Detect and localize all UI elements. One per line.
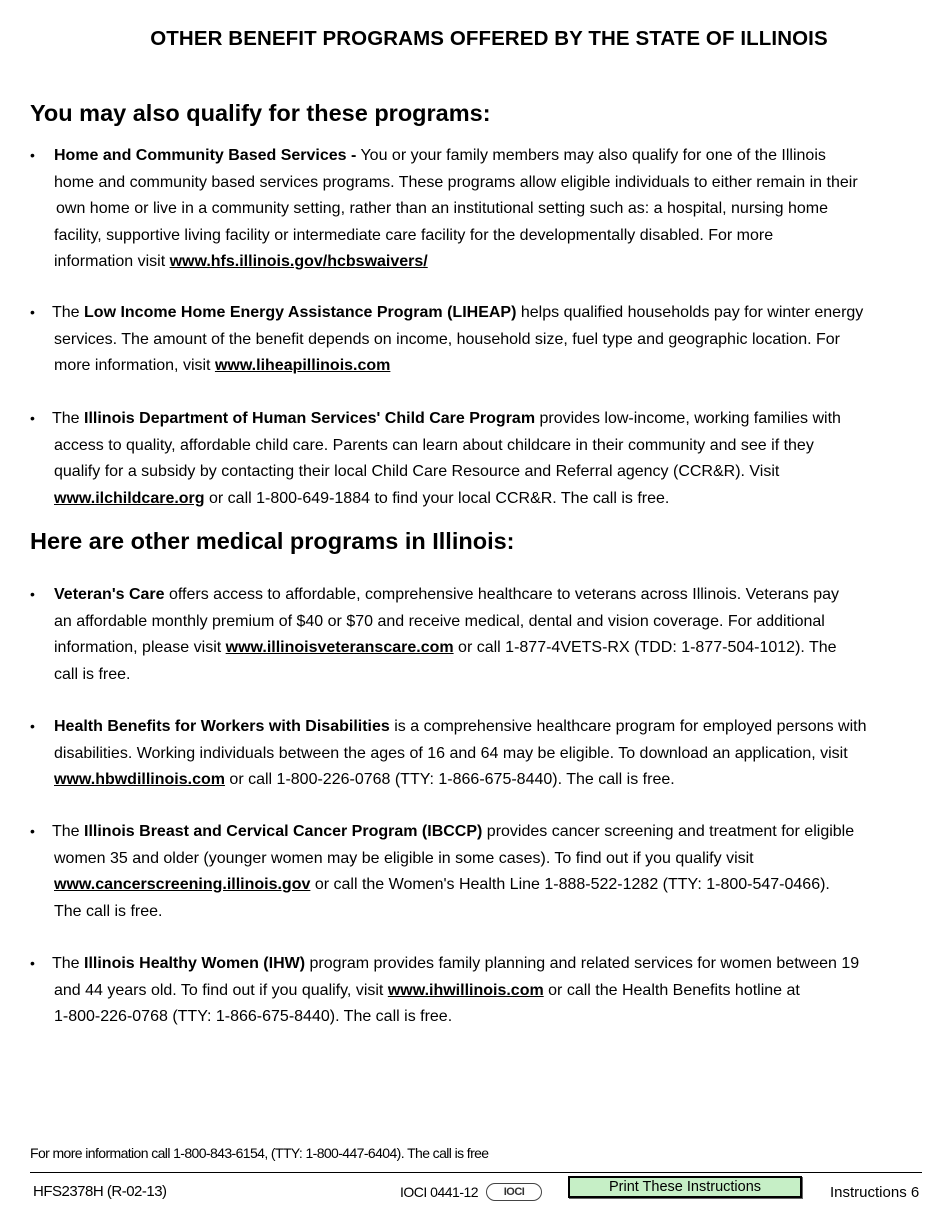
text: You or your family members may also qualify for one of the Illinois (356, 147, 826, 164)
text: program provides family planning and related services for women between 19 (305, 955, 860, 972)
text: or call 1-800-649-1884 to find your local CCR&R. The call is free. (204, 489, 670, 507)
ioci-number: IOCI 0441-12 (400, 1184, 479, 1200)
ihw-link[interactable]: www.ihwillinois.com (387, 981, 544, 999)
text: or call the Women's Health Line 1-888-522-1282 (TTY: 1-800-547-0466). (310, 876, 830, 893)
hcbs-link[interactable]: www.hfs.illinois.gov/hcbswaivers/ (169, 253, 428, 270)
text: an affordable monthly premium of $40 or $70 and receive medical, dental and vision coverage. For additional (54, 612, 825, 630)
program-name: Illinois Breast and Cervical Cancer Program (IBCCP) (84, 823, 483, 840)
text: or call 1-877-4VETS-RX (TDD: 1-877-504-1012). The (453, 639, 837, 656)
program-name: Low Income Home Energy Assistance Program (LIHEAP) (84, 304, 517, 321)
text: offers access to affordable, comprehensive healthcare to veterans across Illinois. Veterans pay (164, 586, 839, 603)
text: information visit (54, 253, 170, 270)
veterans-link[interactable]: www.illinoisveteranscare.com (225, 639, 454, 656)
footer-note: For more information call 1-800-843-6154, (TTY: 1-800-447-6404). The call is free (30, 1145, 489, 1161)
bullet: • (30, 410, 35, 426)
ibccp-link[interactable]: www.cancerscreening.illinois.gov (54, 876, 311, 893)
program-liheap (52, 300, 927, 380)
text: own home or live in a community setting, rather than an institutional setting such as: a hospital, nursing home (56, 200, 828, 217)
text: women 35 and older (younger women may be eligible in some cases). To find out if you qualify visit (54, 849, 754, 867)
page-title: OTHER BENEFIT PROGRAMS OFFERED BY THE STATE OF ILLINOIS (150, 27, 828, 50)
text: more information, visit (54, 357, 215, 374)
form-id: HFS2378H (R-02-13) (33, 1183, 167, 1200)
text: The (52, 823, 85, 840)
program-ibccp (52, 819, 927, 925)
program-veterans (54, 582, 929, 688)
text: services. The amount of the benefit depends on income, household size, fuel type and geographic location. For (54, 330, 840, 348)
bullet: • (30, 147, 35, 163)
program-name: Illinois Department of Human Services' Child Care Program (84, 410, 536, 427)
page-number: Instructions 6 (830, 1184, 920, 1201)
text: access to quality, affordable child care. Parents can learn about childcare in their community and see if they (54, 436, 814, 454)
bullet: • (30, 955, 35, 971)
text: and 44 years old. To find out if you qualify, visit (54, 981, 388, 999)
qualify-heading: You may also qualify for these programs: (30, 100, 491, 126)
bullet: • (30, 718, 35, 734)
hbwd-link[interactable]: www.hbwdillinois.com (54, 771, 225, 788)
text: The (52, 304, 85, 321)
bullet: • (30, 823, 35, 839)
program-ihw (52, 951, 927, 1031)
text: The call is free. (54, 902, 163, 920)
print-instructions-button[interactable]: Print These Instructions (568, 1176, 802, 1198)
program-name: Veteran's Care (54, 586, 165, 603)
text: facility, supportive living facility or intermediate care facility for the developmentally disabled. For more (54, 226, 774, 244)
text: or call 1-800-226-0768 (TTY: 1-866-675-8440). The call is free. (224, 771, 675, 788)
text: or call the Health Benefits hotline at (543, 981, 800, 999)
bullet: • (30, 586, 35, 602)
program-name: Illinois Healthy Women (IHW) (84, 955, 306, 972)
text: call is free. (54, 665, 131, 683)
text: is a comprehensive healthcare program for employed persons with (389, 718, 867, 735)
liheap-link[interactable]: www.liheapillinois.com (214, 357, 391, 374)
ioci-code (400, 1183, 542, 1201)
text: disabilities. Working individuals between the ages of 16 and 64 may be eligible. To download an application, visit (54, 744, 848, 762)
text: helps qualified households pay for winter energy (516, 304, 864, 321)
program-childcare (52, 406, 927, 512)
footer-divider (30, 1172, 922, 1173)
text: 1-800-226-0768 (TTY: 1-866-675-8440). The call is free. (54, 1008, 453, 1025)
program-name: Home and Community Based Services - (54, 147, 357, 164)
childcare-link[interactable]: www.ilchildcare.org (54, 489, 205, 507)
program-name: Health Benefits for Workers with Disabilities (54, 718, 390, 735)
text: The (52, 955, 85, 972)
text: provides low-income, working families with (535, 410, 841, 427)
text: home and community based services programs. These programs allow eligible individuals to either remain in their (54, 173, 858, 191)
text: qualify for a subsidy by contacting their local Child Care Resource and Referral agency (CCR&R). Visit (54, 463, 780, 480)
bullet: • (30, 304, 35, 320)
program-hbwd (54, 714, 929, 794)
medical-heading: Here are other medical programs in Illinois: (30, 528, 515, 554)
text: provides cancer screening and treatment for eligible (482, 823, 855, 840)
union-bug-icon: IOCI (486, 1183, 542, 1201)
text: The (52, 410, 85, 427)
program-hcbs (54, 143, 929, 276)
text: information, please visit (54, 639, 226, 656)
